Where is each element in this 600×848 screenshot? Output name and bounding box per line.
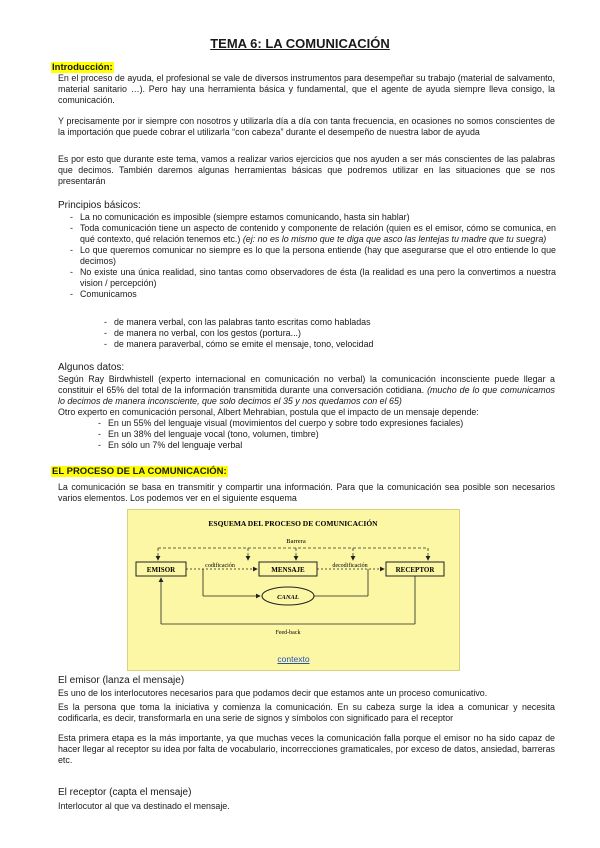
diagram-barrera-label: Barrera — [286, 538, 306, 545]
process-heading: EL PROCESO DE LA COMUNICACIÓN: — [52, 466, 227, 477]
principles-heading: Principios básicos: — [58, 200, 141, 211]
list-item: - Lo que queremos comunicar no siempre es lo que la persona entiende (hay que asegurarse que el otro entiende lo que decimos) — [68, 245, 556, 267]
emisor-paragraph-1: Es uno de los interlocutores necesarios para que podamos decir que estamos ante un proceso comunicativo. — [58, 688, 488, 698]
emisor-label: EMISOR — [146, 566, 176, 574]
decodificacion-label: decodificación — [332, 563, 368, 569]
list-item: - En sólo un 7% del lenguaje verbal — [96, 440, 536, 451]
list-item: - Comunicamos — [68, 289, 556, 300]
list-item: - No existe una única realidad, sino tantas como observadores de ésta (la realidad es una pero la convertimos a nuestra vision / percepción) — [68, 267, 556, 289]
list-item: - En un 38% del lenguaje vocal (tono, volumen, timbre) — [96, 429, 536, 440]
emisor-paragraph-2: Es la persona que toma la iniciativa y comienza la comunicación. En su cabeza surge la idea a comunicar y necesita codificarla, es decir, transformarla en una serie de signos y símbolos con significado para el receptor — [58, 702, 555, 723]
communication-modes-list — [102, 317, 542, 350]
receptor-label: RECEPTOR — [395, 566, 435, 574]
list-item: - de manera no verbal, con los gestos (portura...) — [102, 328, 542, 339]
list-item: - Toda comunicación tiene un aspecto de contenido y componente de relación (quien es el emisor, cómo se comunica, en qué contexto, qué relación tenemos etc.) (ej: no es lo mismo que te diga que asco las lentejas tu madre que tu suegra) — [68, 223, 556, 245]
data-paragraph-2: Otro experto en comunicación personal, Albert Mehrabian, postula que el impacto de un mensaje depende: — [58, 407, 479, 417]
diagram-title: ESQUEMA DEL PROCESO DE COMUNICACIÓN — [208, 519, 378, 528]
list-item: - de manera verbal, con las palabras tanto escritas como habladas — [102, 317, 542, 328]
emisor-heading: El emisor (lanza el mensaje) — [58, 675, 185, 686]
diagram-graphic — [128, 510, 459, 670]
emisor-paragraph-3: Esta primera etapa es la más importante, ya que muchas veces la comunicación falla porque el emisor no ha sido capaz de hacer llegar al receptor su idea por falta de vocabulario, incorrecciones gramaticales, por exceso de datos, ansiedad, barreras etc. — [58, 733, 555, 765]
feedback-label: Feed-back — [275, 630, 301, 636]
intro-paragraph-2: Y precisamente por ir siempre con nosotros y utilizarla día a día con tanta frecuencia, en ocasiones no somos conscientes de la importación que puede cobrar el utilizarla “con cabeza” durante el desempeño de nuestra labor de ayuda — [58, 116, 555, 137]
intro-heading: Introducción: — [52, 62, 113, 73]
data-paragraph-1: Según Ray Birdwhistell (experto internacional en comunicación no verbal) la comunicación inconsciente puede llegar a constituir el 65% del total de la información transmitida durante una conversación cotidiana. (mucho de lo que comunicamos lo decimos de manera inconsciente, que solo decimos el 35 y nos quedamos con el 65) — [58, 374, 555, 406]
mehrabian-list — [96, 418, 536, 451]
intro-paragraph-3: Es por esto que durante este tema, vamos a realizar varios ejercicios que nos ayuden a ser más conscientes de las palabras que decimos. También daremos algunas herramientas básicas que podremos utilizar en las situaciones que se nos presentarán — [58, 154, 555, 186]
data-heading: Algunos datos: — [58, 362, 125, 373]
page-title: TEMA 6: LA COMUNICACIÓN — [210, 36, 390, 51]
receptor-paragraph-1: Interlocutor al que va destinado el mensaje. — [58, 801, 230, 811]
principle-example: (ej: no es lo mismo que te diga que asco las lentejas tu madre que tu suegra) — [242, 234, 547, 244]
process-paragraph: La comunicación se basa en transmitir y compartir una información. Para que la comunicación sea posible son necesarios varios elementos. Los podemos ver en el siguiente esquema — [58, 482, 555, 503]
communication-diagram — [127, 509, 460, 671]
list-item: - La no comunicación es imposible (siempre estamos comunicando, hasta sin hablar) — [68, 212, 556, 223]
list-item: - de manera paraverbal, cómo se emite el mensaje, tono, velocidad — [102, 339, 542, 350]
intro-paragraph-1: En el proceso de ayuda, el profesional se vale de diversos instrumentos para desempeñar su trabajo (material de salvamento, material sanitario …). Pero hay una herramienta básica y fundamental, que el agente de ayuda siempre lleva consigo, la comunicación. — [58, 73, 555, 105]
codificacion-label: codificación — [205, 563, 235, 569]
canal-label: CANAL — [277, 594, 299, 601]
receptor-heading: El receptor (capta el mensaje) — [58, 787, 192, 798]
principles-list — [68, 212, 556, 300]
mensaje-label: MENSAJE — [271, 566, 305, 574]
diagram-caption: contexto — [277, 654, 310, 664]
list-item: - En un 55% del lenguaje visual (movimientos del cuerpo y sobre todo expresiones faciales) — [96, 418, 536, 429]
